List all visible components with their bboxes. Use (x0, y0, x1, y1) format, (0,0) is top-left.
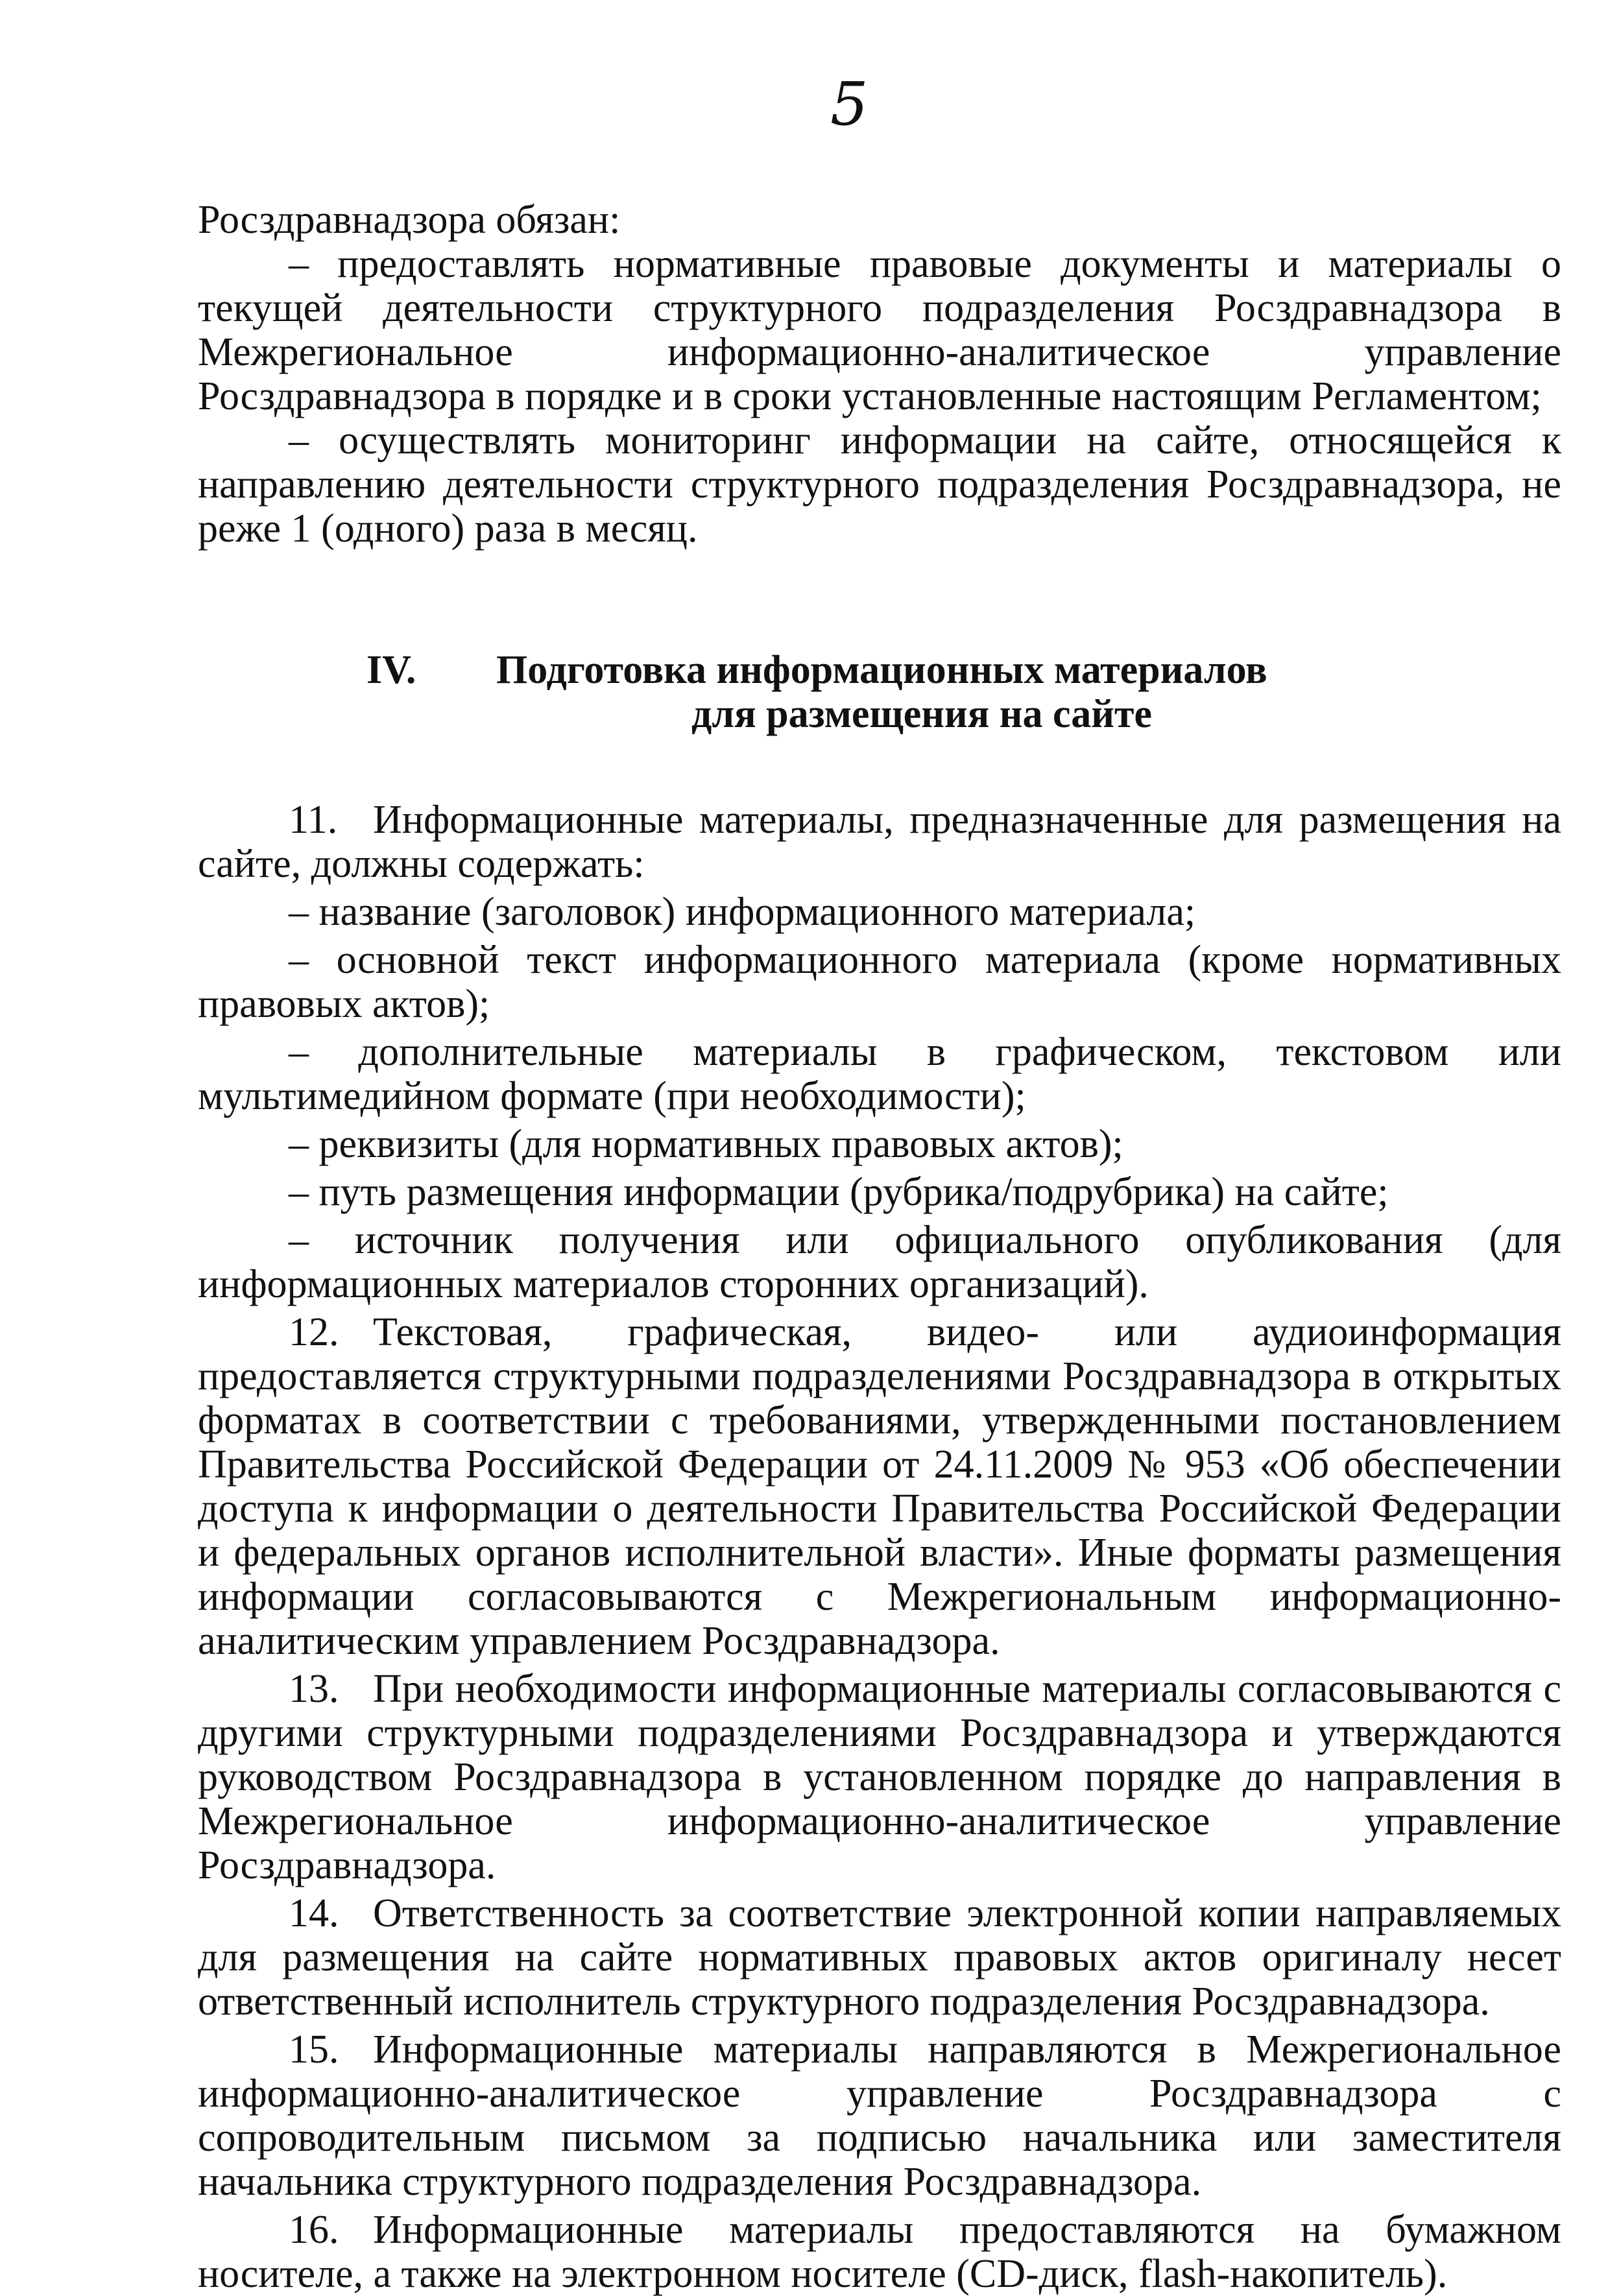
paragraph-11-text: Информационные материалы, предназначенные для размещения на сайте, должны содержать: (198, 798, 1561, 886)
intro-item-1: – предоставлять нормативные правовые документы и материалы о текущей деятельности структурного подразделения Росздравнадзора в Межрегиональное информационно-аналитическое управление Росздравнадзора в порядке и в сроки установленные настоящим Регламентом; (198, 242, 1561, 418)
p11-item-5: – путь размещения информации (рубрика/подрубрика) на сайте; (289, 1170, 1389, 1214)
section-title-line2: для размещения на сайте (691, 692, 1152, 736)
document-body (198, 198, 1561, 2296)
section-heading (198, 648, 1561, 736)
page-number: 5 (830, 69, 869, 139)
paragraph-15-text: Информационные материалы направляются в Межрегиональное информационно-аналитическое управление Росздравнадзора с сопроводительным письмом за подписью начальника или заместителя начальника структурного подразделения Росздравнадзора. (198, 2027, 1561, 2204)
p11-item-3: – дополнительные материалы в графическом, текстовом или мультимедийном формате (при необходимости); (198, 1030, 1561, 1118)
paragraph-13-text: При необходимости информационные материалы согласовываются с другими структурными подразделениями Росздравнадзора и утверждаются руководством Росздравнадзора в установленном порядке до направления в Межрегиональное информационно-аналитическое управление Росздравнадзора. (198, 1667, 1561, 1887)
paragraph-16-number: 16. (289, 2208, 339, 2252)
paragraph-14 (198, 1891, 1561, 2024)
p11-item-1: – название (заголовок) информационного материала; (289, 890, 1196, 934)
paragraph-13 (198, 1667, 1561, 1887)
paragraph-16 (198, 2208, 1561, 2296)
paragraph-12 (198, 1310, 1561, 1663)
paragraph-16-text: Информационные материалы предоставляются на бумажном носителе, а также на электронном носителе (CD-диск, flash-накопитель). (198, 2208, 1561, 2296)
section-title-line1: Подготовка информационных материалов (496, 648, 1267, 692)
paragraph-11-number: 11. (289, 798, 338, 842)
intro-lead: Росздравнадзора обязан: (198, 198, 621, 242)
paragraph-12-number: 12. (289, 1310, 339, 1354)
paragraph-11 (198, 798, 1561, 886)
paragraph-15-number: 15. (289, 2027, 339, 2072)
paragraph-13-number: 13. (289, 1667, 339, 1711)
section-roman-numeral: IV. (366, 648, 416, 692)
paragraph-15 (198, 2027, 1561, 2204)
paragraph-14-text: Ответственность за соответствие электронной копии направляемых для размещения на сайте нормативных правовых актов оригиналу несет ответственный исполнитель структурного подразделения Росздравнадзора. (198, 1891, 1561, 2024)
p11-item-2: – основной текст информационного материала (кроме нормативных правовых актов); (198, 938, 1561, 1026)
p11-item-4: – реквизиты (для нормативных правовых актов); (289, 1122, 1123, 1166)
paragraph-14-number: 14. (289, 1891, 339, 1935)
intro-item-2: – осуществлять мониторинг информации на сайте, относящейся к направлению деятельности структурного подразделения Росздравнадзора, не реже 1 (одного) раза в месяц. (198, 418, 1561, 551)
p11-item-6: – источник получения или официального опубликования (для информационных материалов сторонних организаций). (198, 1218, 1561, 1306)
paragraph-12-text: Текстовая, графическая, видео- или аудиоинформация предоставляется структурными подразделениями Росздравнадзора в открытых форматах в соответствии с требованиями, утвержденными постановлением Правительства Российской Федерации от 24.11.2009 № 953 «Об обеспечении доступа к информации о деятельности Правительства Российской Федерации и федеральных органов исполнительной власти». Иные форматы размещения информации согласовываются с Межрегиональным информационно-аналитическим управлением Росздравнадзора. (198, 1310, 1561, 1663)
